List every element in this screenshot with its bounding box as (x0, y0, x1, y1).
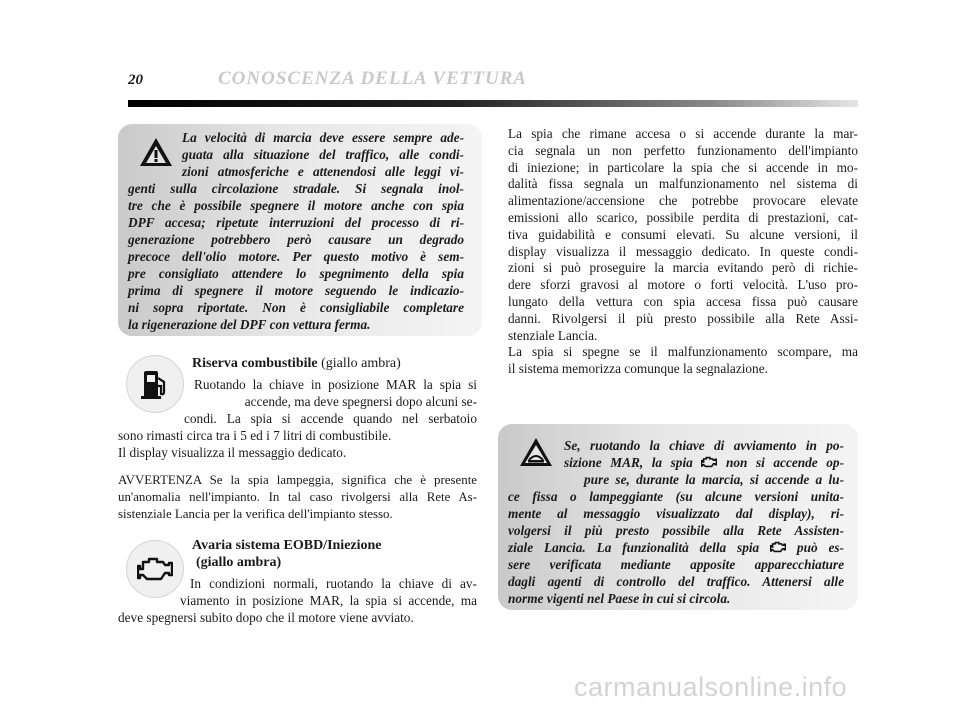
fuel-pump-icon (126, 355, 184, 413)
warning-text-line: sere verificata mediante apposite apparecchiature (508, 557, 844, 572)
warning-text-line: generazione potrebbero però causare un degrado (128, 232, 464, 247)
page-header-title: CONOSCENZA DELLA VETTURA (218, 68, 528, 89)
avvertenza-text-line: sistenziale Lancia per la verifica dell'impianto stesso. (118, 506, 393, 521)
body-text-line: cia segnala un non perfetto funzionamento dell'impianto (508, 142, 858, 158)
body-text-line: stenziale Lancia. (508, 327, 598, 343)
avvertenza-text-line: AVVERTENZA Se la spia lampeggia, significa che è presente (118, 473, 477, 487)
right-column-text (508, 126, 858, 378)
warning-text-line: Se, ruotando la chiave di avviamento in po- (564, 438, 844, 453)
engine-icon (770, 540, 786, 555)
body-text-line: display visualizza il messaggio dedicato. In queste condi- (508, 243, 858, 259)
warning-text-line: ce fissa o lampeggiante (su alcune versioni unita- (508, 489, 844, 504)
heading-paren-text: (giallo ambra) (317, 356, 401, 371)
avvertenza-text-line: un'anomalia nell'impianto. In tal caso rivolgersi alla Rete As- (118, 489, 477, 504)
eobd-text-line: viamento in posizione MAR, la spia si accende, ma (180, 593, 477, 608)
warning-text-line: volgersi il più presto possibile alla Rete Assisten- (508, 523, 844, 538)
warning-text-line: la rigenerazione del DPF con vettura ferma. (128, 317, 371, 332)
engine-icon (126, 540, 184, 598)
fuel-text-line: Il display visualizza il messaggio dedicato. (118, 444, 347, 460)
warning-text-line: sizione MAR, la spia non si accende op- (564, 455, 844, 470)
fuel-reserve-heading (192, 355, 401, 372)
warning-text-line: guata alla situazione del traffico, alle condi- (182, 147, 464, 162)
page-number: 20 (128, 72, 143, 88)
warning-text-line: prima di spegnere il motore seguendo le indicazio- (128, 283, 464, 298)
engine-icon (701, 455, 717, 470)
eobd-heading-line: Avaria sistema EOBD/Iniezione (192, 538, 382, 553)
warning-text-line: mente al messaggio visualizzato dal display), ri- (508, 506, 844, 521)
fuel-text-line: Ruotando la chiave in posizione MAR la spia si (194, 377, 477, 392)
warning-text-line: dagli agenti di controllo del traffico. Attenersi alle (508, 574, 844, 589)
warning-text-line: ni sopra riportate. Non è consigliabile completare (128, 300, 464, 315)
body-text-line: emissioni allo scarico, possibile perdita di prestazioni, cat- (508, 209, 858, 225)
warning-text-line: norme vigenti nel Paese in cui si circola. (508, 591, 731, 606)
warning-text-line: zioni atmosferiche e attenendosi alle leggi vi- (182, 164, 464, 179)
body-text-line: il sistema memorizza comunque la segnalazione. (508, 361, 768, 377)
warning-text-line: genti sulla circolazione stradale. Si segnala inol- (128, 181, 464, 196)
body-text-line: zioni si può proseguire la marcia evitando però di richie- (508, 260, 858, 276)
warning-text-line: precoce dell'olio motore. Per questo motivo è sem- (128, 249, 464, 264)
fuel-text-line: condi. La spia si accende quando nel serbatoio (184, 411, 477, 426)
eobd-heading-line: (giallo ambra) (196, 555, 282, 570)
fuel-text-line: sono rimasti circa tra i 5 ed i 7 litri di combustibile. (118, 428, 392, 443)
eobd-text-line: In condizioni normali, ruotando la chiave di av- (190, 576, 477, 591)
body-text-line: tiva guidabilità e consumi elevati. Su alcune versioni, il (508, 226, 858, 242)
warning-text-line: La velocità di marcia deve essere sempre ade- (182, 130, 464, 145)
fuel-text-line: accende, ma deve spegnersi dopo alcuni se- (244, 393, 477, 409)
body-text-line: alimentazione/accensione che potrebbe provocare elevate (508, 193, 858, 209)
warning-text-line: tre che è possibile spegnere il motore anche con spia (128, 198, 464, 213)
body-text-line: La spia si spegne se il malfunzionamento scompare, ma (508, 344, 858, 360)
header-divider (128, 100, 858, 107)
body-text-line: danni. Rivolgersi il più presto possibile alla Rete Assi- (508, 310, 858, 326)
warning-triangle-icon (138, 136, 174, 168)
warning-text-line: DPF accesa; ripetute interruzioni del processo di ri- (128, 215, 464, 230)
heading-bold-text: Riserva combustibile (192, 356, 318, 371)
site-watermark: carmanualsonline.info (574, 672, 848, 702)
eobd-heading (192, 537, 382, 571)
body-text-line: La spia che rimane accesa o si accende durante la mar- (508, 126, 858, 141)
body-text-line: dalità fissa segnala un malfunzionamento nel sistema di (508, 176, 858, 192)
body-text-line: lungato della vettura con spia accesa fissa può causare (508, 293, 858, 309)
body-text-line: dere sforzi gravosi al motore o forti velocità. L'uso pro- (508, 277, 858, 293)
warning-text-line: ziale Lancia. La funzionalità della spia può es- (508, 540, 844, 555)
eobd-text-line: deve spegnersi subito dopo che il motore viene avviato. (118, 610, 414, 625)
body-text-line: di iniezione; in particolare la spia che si accende in mo- (508, 159, 858, 175)
road-warning-icon (518, 436, 554, 468)
warning-text-line: pre consigliato attendere lo spegnimento della spia (128, 266, 464, 281)
warning-text-line: pure se, durante la marcia, si accende a lu- (584, 472, 844, 487)
